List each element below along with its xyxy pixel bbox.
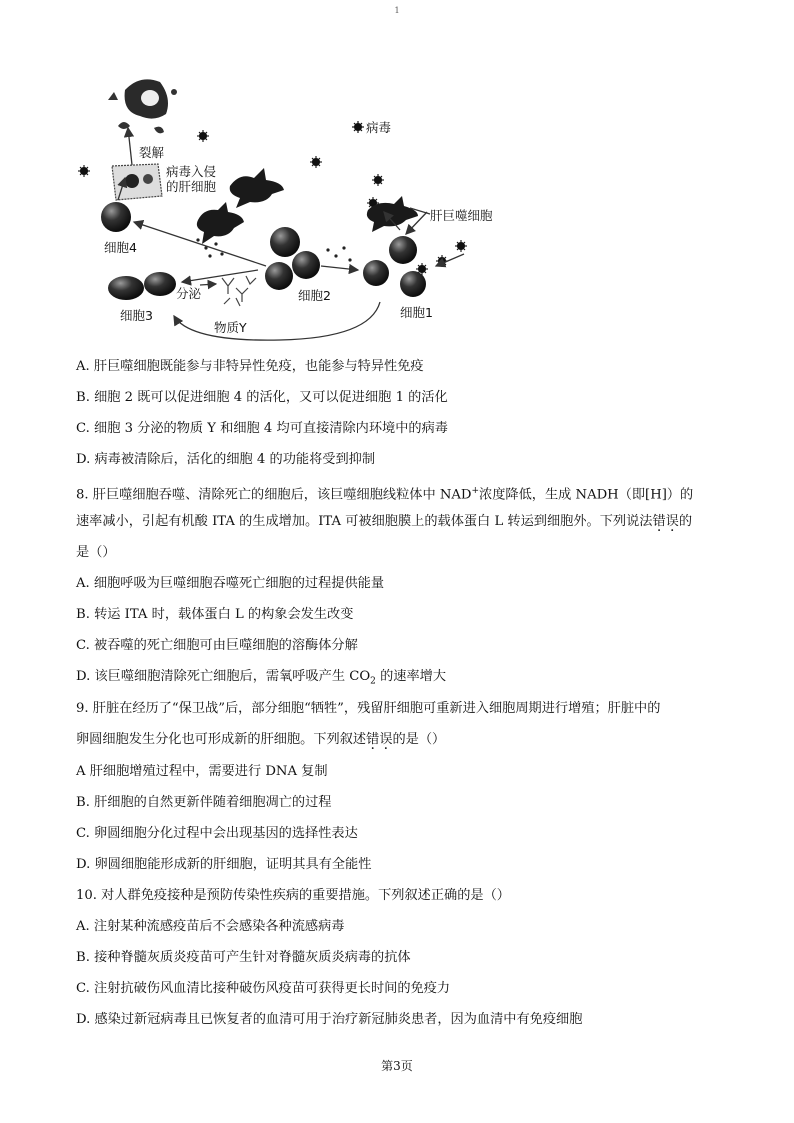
q9-stem-line2-a: 卵圆细胞发生分化也可形成新的肝细胞。下列叙述 bbox=[76, 732, 367, 747]
cell-3a bbox=[108, 276, 144, 300]
q9-emphasis-1: 错 bbox=[366, 732, 380, 747]
q8-stem-line1-b: 浓度降低，生成 NADH（即[H]）的 bbox=[479, 487, 694, 503]
q10-option-d: D. 感染过新冠病毒且已恢复者的血清可用于治疗新冠肺炎患者，因为血清中有免疫细胞 bbox=[76, 1012, 583, 1027]
cell-1c bbox=[400, 271, 426, 297]
secrete-label: 分泌 bbox=[176, 286, 202, 301]
q10-stem: 10. 对人群免疫接种是预防传染性疾病的重要措施。下列叙述正确的是（） bbox=[76, 888, 510, 903]
q8-stem-line1 bbox=[76, 482, 693, 504]
q9-stem-line1: 9. 肝脏在经历了“保卫战”后，部分细胞“牺牲”，残留肝细胞可重新进入细胞周期进行增殖；肝脏中的 bbox=[76, 701, 661, 716]
lysis-label: 裂解 bbox=[139, 145, 165, 160]
macrophage-label: 肝巨噬细胞 bbox=[430, 208, 493, 223]
q8-option-a: A. 细胞呼吸为巨噬细胞吞噬死亡细胞的过程提供能量 bbox=[76, 576, 385, 591]
q9-stem-line2-b: 的是（） bbox=[392, 732, 446, 747]
virus-legend-icon bbox=[352, 121, 364, 133]
q10-option-a: A. 注射某种流感疫苗后不会感染各种流感病毒 bbox=[76, 919, 345, 934]
cell-4 bbox=[101, 202, 131, 232]
q8-option-b: B. 转运 ITA 时，载体蛋白 L 的构象会发生改变 bbox=[76, 607, 354, 622]
q8-stem-line2 bbox=[76, 513, 692, 531]
antibody-icons bbox=[222, 276, 256, 306]
q9-option-b: B. 肝细胞的自然更新伴随着细胞凋亡的过程 bbox=[76, 795, 332, 810]
immune-diagram bbox=[70, 70, 520, 350]
cell-3b bbox=[144, 272, 176, 296]
q7-option-c: C. 细胞 3 分泌的物质 Y 和细胞 4 均可直接清除内环境中的病毒 bbox=[76, 421, 448, 436]
cell1-label: 细胞1 bbox=[400, 305, 433, 320]
q8-emphasis-2: 误 bbox=[665, 514, 679, 529]
q10-option-b: B. 接种脊髓灰质炎疫苗可产生针对脊髓灰质炎病毒的抗体 bbox=[76, 950, 411, 965]
q8-stem-line1-a: 8. 肝巨噬细胞吞噬、清除死亡的细胞后，该巨噬细胞线粒体中 NAD bbox=[76, 487, 472, 503]
lysed-cell bbox=[108, 79, 177, 133]
q9-option-d: D. 卵圆细胞能形成新的肝细胞，证明其具有全能性 bbox=[76, 857, 372, 872]
cell3-label: 细胞3 bbox=[120, 308, 153, 323]
q9-stem-line2 bbox=[76, 731, 445, 749]
q8-stem-line2-a: 速率减小，引起有机酸 ITA 的生成增加。ITA 可被细胞膜上的载体蛋白 L 转运到细胞外。下列说法 bbox=[76, 514, 653, 529]
q8-option-d-sub: 2 bbox=[370, 676, 376, 687]
cell2-label: 细胞2 bbox=[298, 288, 331, 303]
q7-option-a: A. 肝巨噬细胞既能参与非特异性免疫，也能参与特异性免疫 bbox=[76, 359, 424, 374]
q9-option-c: C. 卵圆细胞分化过程中会出现基因的选择性表达 bbox=[76, 826, 358, 841]
q8-option-d bbox=[76, 668, 446, 691]
q7-option-b: B. 细胞 2 既可以促进细胞 4 的活化，又可以促进细胞 1 的活化 bbox=[76, 390, 448, 405]
macrophage-cells bbox=[197, 168, 418, 244]
cell-2c bbox=[265, 262, 293, 290]
q7-option-d: D. 病毒被清除后，活化的细胞 4 的功能将受到抑制 bbox=[76, 452, 376, 467]
q8-option-c: C. 被吞噬的死亡细胞可由巨噬细胞的溶酶体分解 bbox=[76, 638, 358, 653]
q8-stem-line3: 是（） bbox=[76, 545, 116, 560]
q8-stem-sup: + bbox=[471, 486, 480, 496]
cell-2a bbox=[270, 227, 300, 257]
cell-1b bbox=[363, 260, 389, 286]
cell4-label: 细胞4 bbox=[104, 240, 137, 255]
q8-option-d-a: D. 该巨噬细胞清除死亡细胞后，需氧呼吸产生 CO bbox=[76, 669, 371, 684]
q10-option-c: C. 注射抗破伤风血清比接种破伤风疫苗可获得更长时间的免疫力 bbox=[76, 981, 451, 996]
q8-stem-line2-b: 的 bbox=[678, 514, 693, 529]
page-number: 第3页 bbox=[381, 1059, 413, 1073]
q8-option-d-b: 的速率增大 bbox=[375, 669, 447, 684]
infected-label-2: 的肝细胞 bbox=[166, 179, 217, 194]
cell-2b bbox=[292, 251, 320, 279]
substance-y-label: 物质Y bbox=[214, 320, 247, 335]
immune-diagram-svg bbox=[70, 70, 520, 350]
page-top-mark: 1 bbox=[394, 6, 400, 15]
infected-label-1: 病毒入侵 bbox=[166, 164, 217, 179]
q8-emphasis-1: 错 bbox=[652, 514, 666, 529]
cell-1a bbox=[389, 236, 417, 264]
q9-option-a: A 肝细胞增殖过程中，需要进行 DNA 复制 bbox=[76, 764, 328, 779]
virus-legend-label: 病毒 bbox=[366, 120, 392, 135]
q9-emphasis-2: 误 bbox=[379, 732, 393, 747]
